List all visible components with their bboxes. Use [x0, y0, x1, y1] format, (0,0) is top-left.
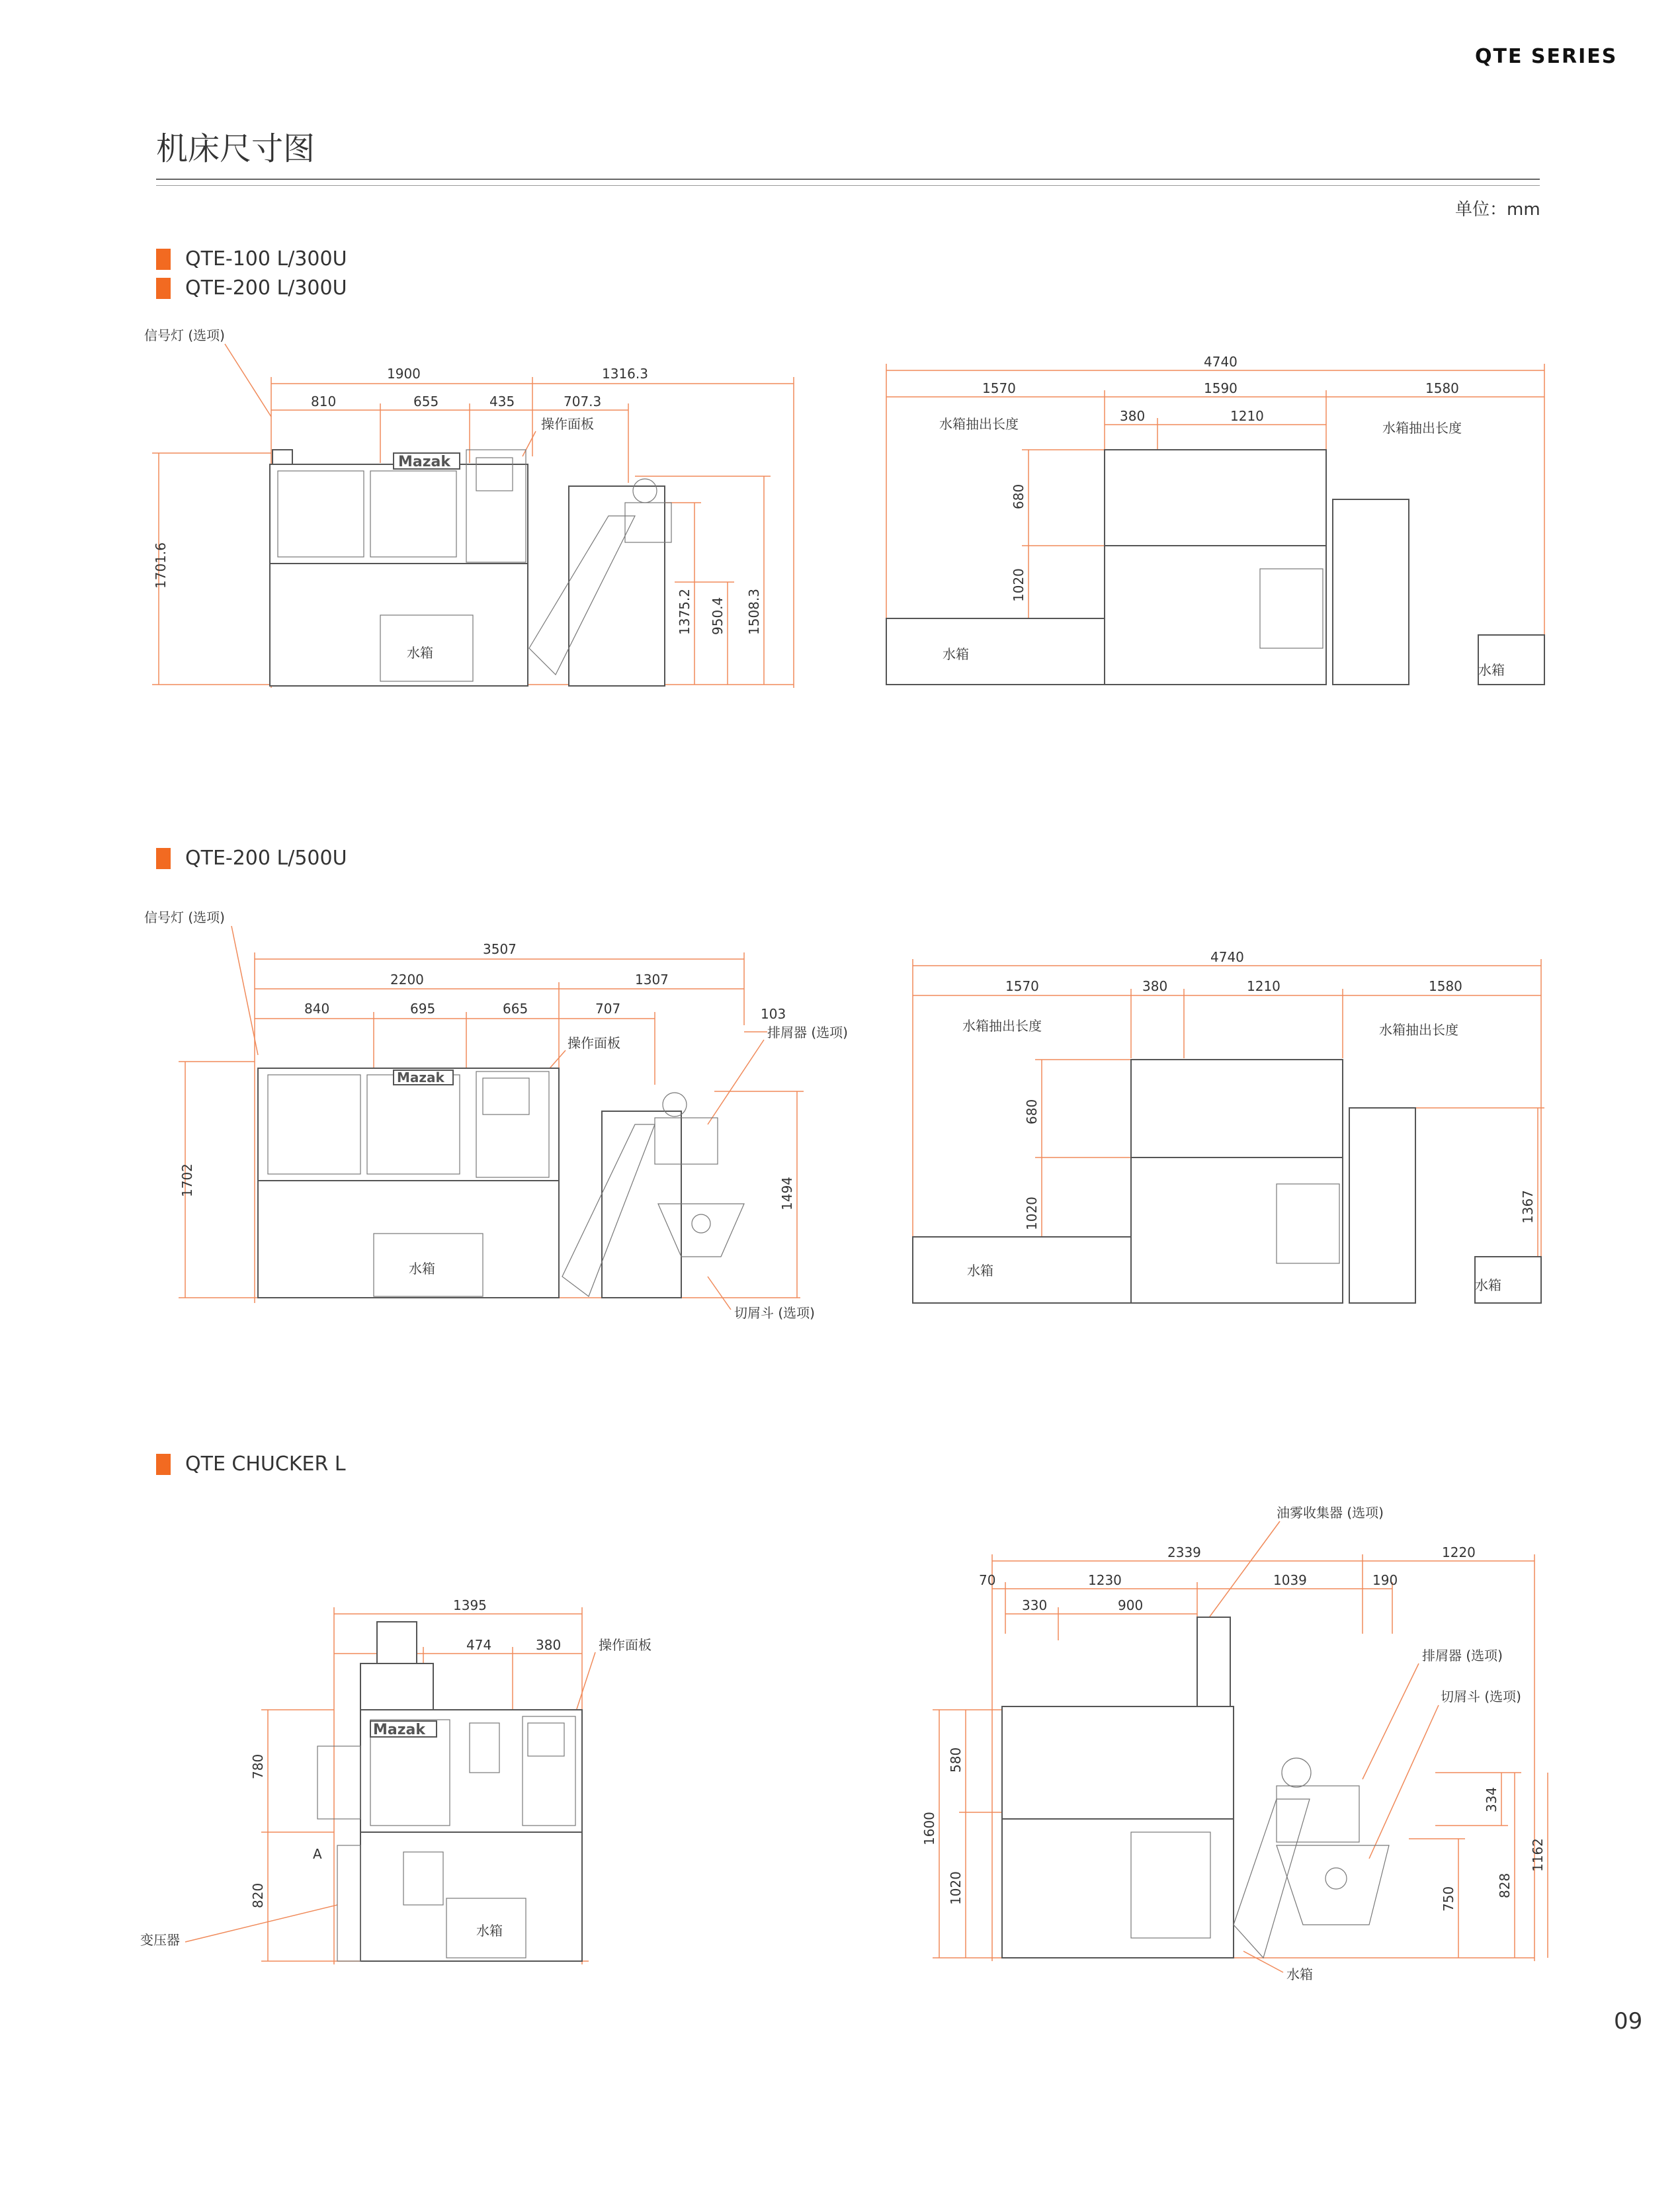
- leader-line: [225, 344, 271, 417]
- dim-text: 380: [536, 1637, 562, 1653]
- dim-text: 4740: [1204, 354, 1238, 370]
- unit-label: 单位：mm: [1455, 200, 1540, 220]
- mist-collector-label: 油雾收集器 (选项): [1277, 1505, 1384, 1521]
- dim-text: 1508.3: [746, 589, 762, 635]
- tank-pull-label: 水箱抽出长度: [962, 1018, 1042, 1034]
- dim-text: 665: [503, 1001, 528, 1017]
- dim-text: 750: [1441, 1886, 1456, 1912]
- coolant-tank-label: 水箱: [1478, 662, 1505, 678]
- dim-text: 2339: [1167, 1544, 1201, 1560]
- chip-bucket-label: 切屑斗 (选项): [1441, 1689, 1521, 1704]
- leader-line: [1363, 1663, 1419, 1779]
- dim-text: 1375.2: [677, 589, 693, 635]
- leader-line: [185, 1905, 337, 1942]
- dim-text: 950.4: [710, 597, 726, 635]
- lathe-front-outline: [258, 1068, 744, 1298]
- coolant-tank-label: 水箱: [407, 645, 433, 661]
- dim-text: 655: [413, 394, 439, 409]
- leader-line: [523, 431, 536, 456]
- dim-text: 1220: [1442, 1544, 1476, 1560]
- lathe-side-outline: [886, 450, 1544, 685]
- side-view-drawing: [906, 1501, 1561, 1984]
- dim-text: 334: [1484, 1787, 1499, 1812]
- dim-text: 1395: [453, 1597, 487, 1613]
- tank-pull-label: 水箱抽出长度: [1379, 1022, 1458, 1038]
- dim-text: 1307: [635, 972, 669, 988]
- dim-text: 1020: [1011, 568, 1027, 602]
- front-view-drawing: [132, 906, 860, 1336]
- dim-text: 70: [979, 1572, 996, 1588]
- dim-text: 1494: [779, 1177, 795, 1210]
- leader-line: [1243, 1951, 1283, 1972]
- dim-text: 4740: [1210, 949, 1244, 965]
- brand-logo: Mazak: [398, 454, 451, 470]
- leader-line: [708, 1040, 764, 1124]
- dim-text: 1162: [1530, 1838, 1546, 1872]
- dim-text: 707.3: [564, 394, 602, 409]
- dim-text: 103: [761, 1006, 786, 1022]
- operation-panel-label: 操作面板: [541, 416, 594, 432]
- dim-text: 1230: [1088, 1572, 1122, 1588]
- tank-pull-label: 水箱抽出长度: [939, 416, 1019, 432]
- chip-conveyor-label: 排屑器 (选项): [767, 1025, 848, 1040]
- dim-text: 780: [250, 1753, 266, 1779]
- dim-text: 828: [1497, 1872, 1513, 1898]
- leader-line: [708, 1277, 731, 1310]
- lathe-side-outline: [913, 1060, 1541, 1303]
- title-rule-thin: [156, 185, 1540, 186]
- signal-lamp-label: 信号灯 (选项): [144, 327, 225, 343]
- coolant-tank-label: 水箱: [409, 1261, 435, 1277]
- leader-line: [1369, 1705, 1439, 1859]
- dim-text: 380: [1142, 978, 1168, 994]
- coolant-tank-label: 水箱: [1286, 1966, 1313, 1982]
- dim-text: 1600: [921, 1812, 937, 1845]
- dim-text: 1039: [1273, 1572, 1307, 1588]
- dim-text: 1210: [1247, 978, 1281, 994]
- dim-text: 2200: [390, 972, 424, 988]
- dim-text: 1570: [982, 380, 1016, 396]
- coolant-tank-label: 水箱: [1475, 1277, 1501, 1293]
- brand-logo: Mazak: [373, 1722, 426, 1738]
- chip-bucket-label: 切屑斗 (选项): [734, 1305, 815, 1321]
- coolant-tank-label: 水箱: [943, 646, 969, 662]
- lathe-side-outline: [1002, 1617, 1389, 1958]
- dim-text: 680: [1011, 484, 1027, 509]
- dim-text: 820: [250, 1882, 266, 1908]
- dim-text: 1701.6: [153, 542, 169, 589]
- side-view-drawing: [906, 946, 1554, 1316]
- model-label: QTE-200 L/500U: [156, 847, 347, 870]
- leader-line: [575, 1652, 595, 1713]
- dim-text: 3507: [483, 941, 517, 957]
- dim-text: 1316.3: [602, 366, 648, 382]
- dim-text: 1702: [179, 1163, 195, 1197]
- brand-logo: Mazak: [397, 1070, 444, 1085]
- coolant-tank-label: 水箱: [476, 1923, 503, 1939]
- dim-text: 1900: [387, 366, 421, 382]
- lathe-front-outline: [270, 450, 671, 686]
- signal-lamp-label: 信号灯 (选项): [144, 909, 225, 925]
- dim-text: 1210: [1230, 408, 1264, 424]
- operation-panel-label: 操作面板: [567, 1035, 620, 1051]
- page-number: 09: [1614, 2008, 1643, 2035]
- front-view-drawing: [132, 317, 807, 701]
- dim-text: 580: [948, 1747, 964, 1773]
- chip-conveyor-label: 排屑器 (选项): [1422, 1648, 1503, 1663]
- dim-text: 680: [1024, 1099, 1040, 1124]
- dim-text: 1590: [1204, 380, 1238, 396]
- dim-text: 435: [489, 394, 515, 409]
- dim-text: 707: [595, 1001, 621, 1017]
- dim-text: 695: [410, 1001, 436, 1017]
- model-label: QTE CHUCKER L: [156, 1452, 346, 1476]
- dim-text: 330: [1022, 1597, 1048, 1613]
- tank-pull-label: 水箱抽出长度: [1382, 420, 1462, 436]
- dim-text: 900: [1118, 1597, 1144, 1613]
- front-view-drawing: [132, 1581, 701, 1978]
- leader-line: [231, 926, 258, 1055]
- lathe-front-outline: [317, 1622, 582, 1961]
- series-title: QTE SERIES: [1475, 45, 1618, 68]
- model-label: QTE-100 L/300U: [156, 247, 347, 271]
- side-view-drawing: [876, 351, 1558, 694]
- dim-text: 474: [466, 1637, 492, 1653]
- dim-text: 1580: [1429, 978, 1462, 994]
- dim-text: 1367: [1520, 1190, 1536, 1224]
- dim-text: 810: [311, 394, 337, 409]
- view-marker-a: A: [313, 1846, 322, 1862]
- dim-text: 1570: [1005, 978, 1039, 994]
- page-title: 机床尺寸图: [156, 130, 315, 167]
- title-rule: [156, 179, 1540, 180]
- dim-text: 840: [304, 1001, 330, 1017]
- dim-text: 1020: [948, 1871, 964, 1905]
- dim-text: 1020: [1024, 1197, 1040, 1230]
- coolant-tank-label: 水箱: [967, 1263, 993, 1279]
- transformer-label: 变压器: [140, 1932, 180, 1948]
- dim-text: 1580: [1425, 380, 1459, 396]
- dim-text: 380: [1120, 408, 1146, 424]
- dim-text: 190: [1372, 1572, 1398, 1588]
- model-label: QTE-200 L/300U: [156, 276, 347, 300]
- operation-panel-label: 操作面板: [599, 1637, 651, 1653]
